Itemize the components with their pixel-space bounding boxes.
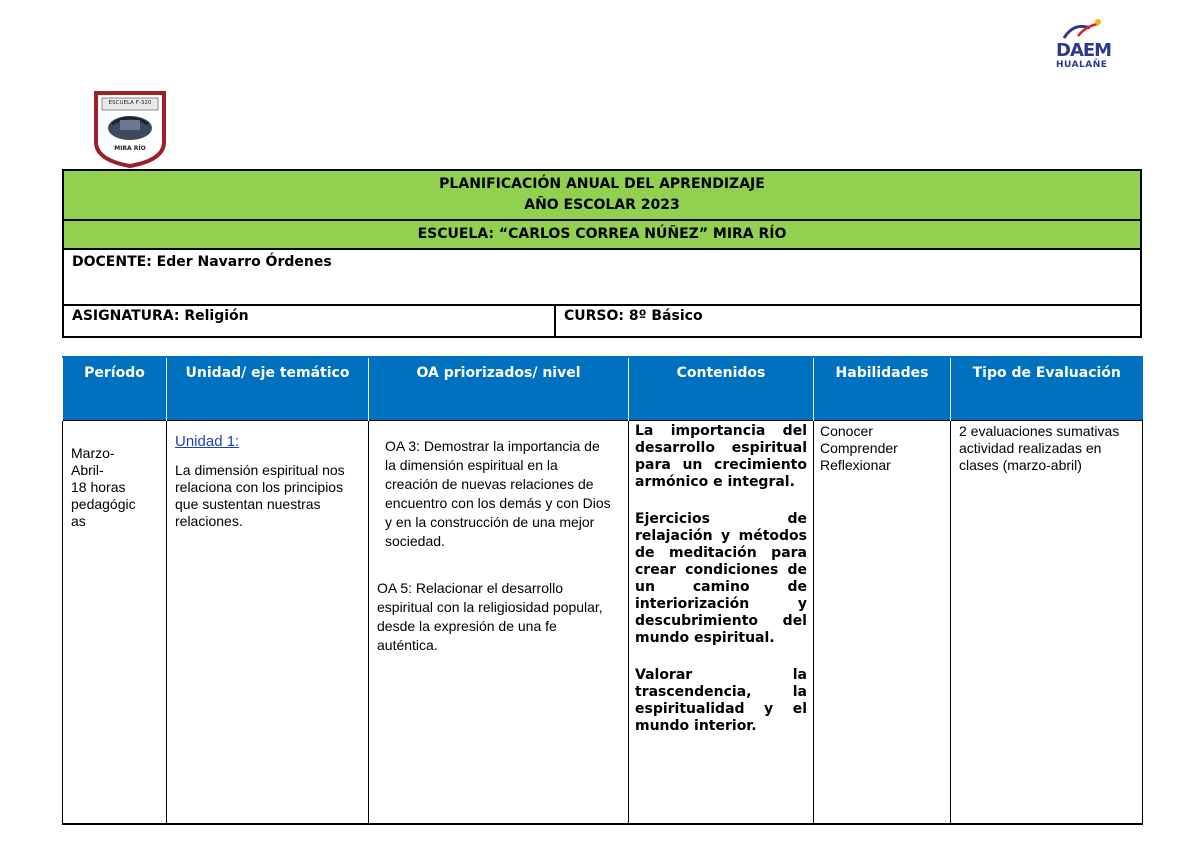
course-cell: CURSO: 8º Básico [555, 305, 1141, 337]
column-header-oa: OA priorizados/ nivel [369, 357, 629, 421]
periodo-cell: Marzo- Abril- 18 horas pedagógic as [63, 421, 167, 825]
planning-table [62, 356, 1143, 825]
title-band [63, 170, 1141, 220]
table-row [63, 421, 1143, 825]
header-table [62, 169, 1142, 338]
evaluacion-cell: 2 evaluaciones sumativas actividad realizadas en clases (marzo-abril) [951, 421, 1143, 825]
oa-3-text: OA 3: Demostrar la importancia de la dimensión espiritual en la creación de nuevas relaciones de encuentro con los demás y con Dios y en la construcción de una mejor sociedad. [385, 438, 611, 549]
column-header-periodo: Período [63, 357, 167, 421]
swoosh-icon [1060, 18, 1106, 42]
teacher-cell: DOCENTE: Eder Navarro Órdenes [63, 249, 1141, 305]
school-name: ESCUELA: “CARLOS CORREA NÚÑEZ” MIRA RÍO [417, 226, 787, 242]
school-crest-logo [92, 90, 168, 168]
table-header-row [63, 357, 1143, 421]
school-band [63, 220, 1141, 249]
column-header-habilidades: Habilidades [814, 357, 951, 421]
daem-hualane-logo [1048, 16, 1110, 76]
unit-description: La dimensión espiritual nos relaciona con los principios que sustentan nuestras relaciones. [175, 462, 345, 529]
habilidades-cell [814, 421, 951, 825]
contenido-item: Ejercicios de relajación y métodos de meditación para crear condiciones de un camino de interiorización y descubrimiento del mundo espiritual. [635, 511, 807, 646]
column-header-unidad: Unidad/ eje temático [167, 357, 369, 421]
contenido-item: Valorar la trascendencia, la espiritualidad y el mundo interior. [635, 667, 807, 734]
subject-cell: ASIGNATURA: Religión [63, 305, 555, 337]
column-header-evaluacion: Tipo de Evaluación [951, 357, 1143, 421]
habilidad-item: Conocer [820, 423, 873, 439]
svg-text:MIRA RÍO: MIRA RÍO [114, 145, 146, 152]
unidad-cell [167, 421, 369, 825]
oa-5-text: OA 5: Relacionar el desarrollo espiritual con la religiosidad popular, desde la expresión de una fe auténtica. [377, 580, 603, 653]
unit-link[interactable]: Unidad 1: [175, 433, 240, 450]
contenidos-cell [629, 421, 814, 825]
daem-subtitle: HUALAÑE [1056, 60, 1108, 70]
document-title: PLANIFICACIÓN ANUAL DEL APRENDIZAJE [439, 176, 765, 192]
habilidad-item: Comprender [820, 440, 898, 456]
oa-cell [369, 421, 629, 825]
school-year: AÑO ESCOLAR 2023 [524, 197, 680, 213]
svg-text:ESCUELA F-320: ESCUELA F-320 [108, 100, 152, 106]
column-header-contenidos: Contenidos [629, 357, 814, 421]
contenido-item: La importancia del desarrollo espiritual para un crecimiento armónico e integral. [635, 423, 807, 490]
habilidad-item: Reflexionar [820, 457, 891, 473]
daem-word: DAEM [1056, 40, 1112, 61]
